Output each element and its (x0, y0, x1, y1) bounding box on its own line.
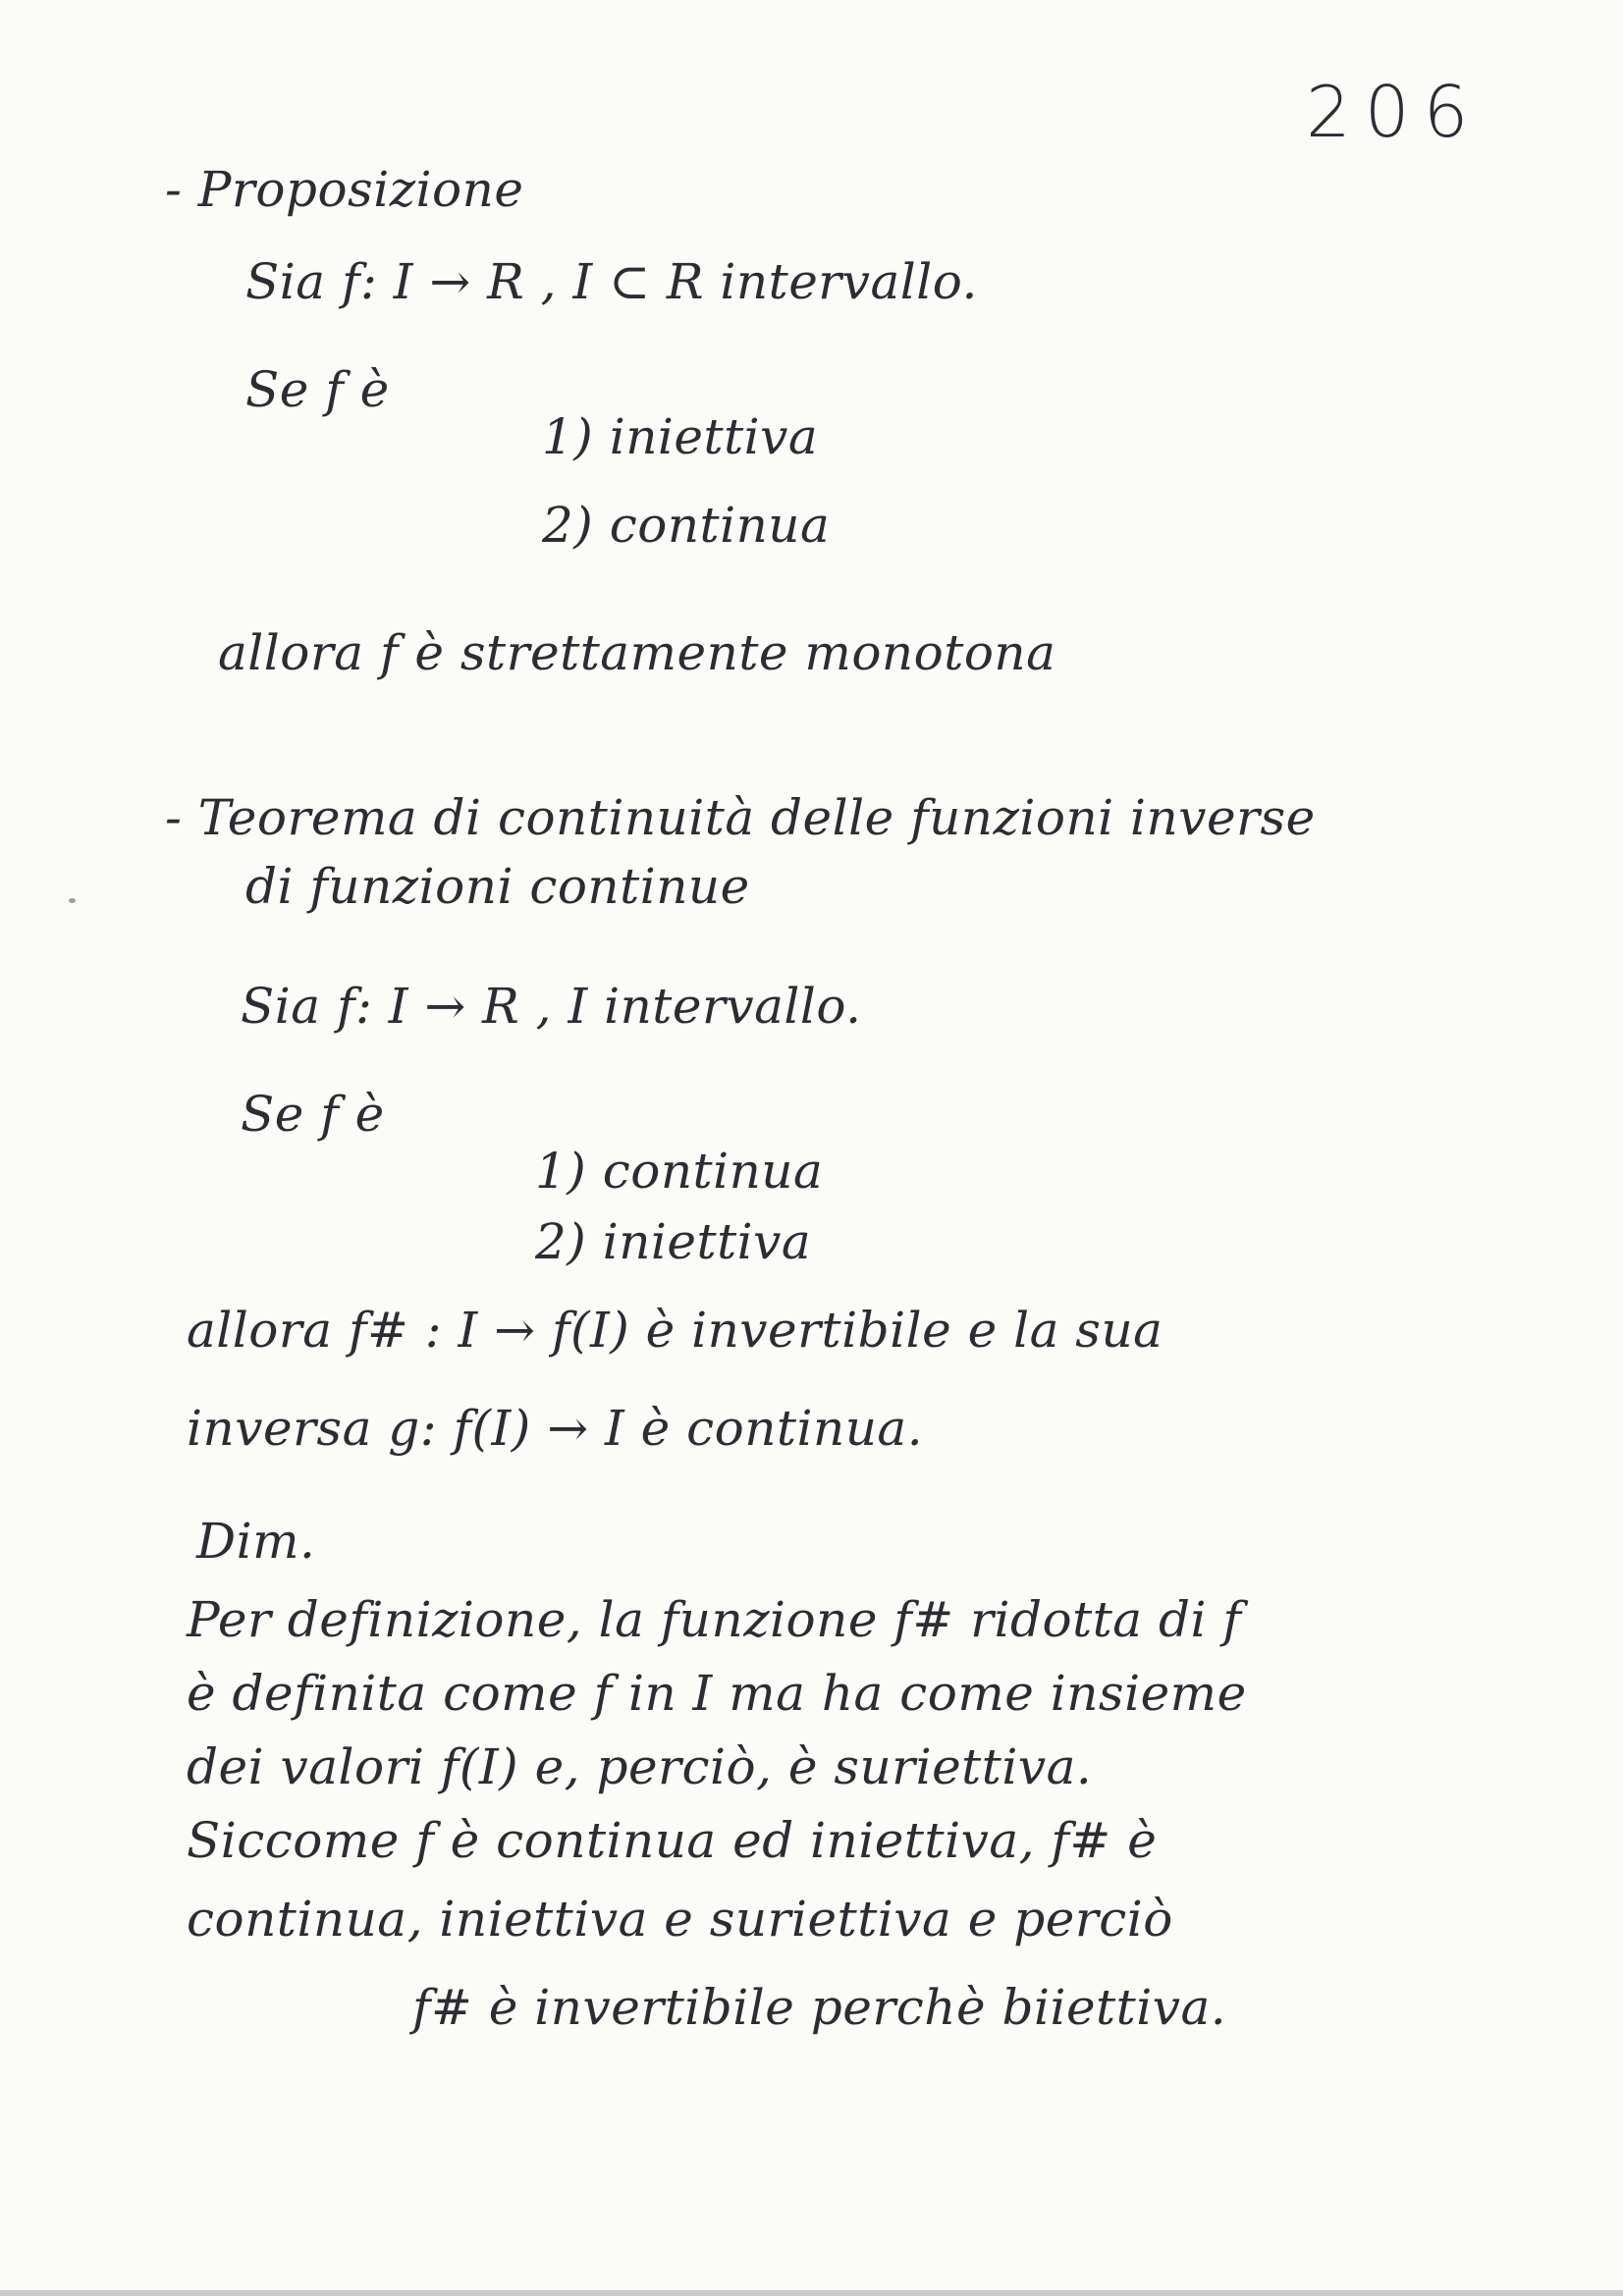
proposition-heading: - Proposizione (165, 161, 524, 218)
theorem-condition-2: 2) iniettiva (535, 1213, 812, 1270)
theorem-heading-line-2: di funzioni continue (245, 858, 750, 915)
proposition-condition-1: 1) iniettiva (542, 408, 819, 465)
theorem-conclusion-line-2: inversa g: f(I) → I è continua. (187, 1400, 924, 1457)
page-number: 206 (1306, 71, 1483, 153)
proof-line-5: continua, iniettiva e suriettiva e perciò (187, 1891, 1173, 1948)
proof-line-2: è definita come f in I ma ha come insieme (187, 1665, 1247, 1722)
theorem-conclusion-line-1: allora f# : I → f(I) è invertibile e la sua (187, 1302, 1163, 1359)
theorem-condition-1: 1) continua (535, 1143, 824, 1200)
scan-speck (69, 898, 76, 903)
theorem-hypothesis: Sia f: I → R , I intervallo. (241, 978, 862, 1035)
proof-line-1: Per definizione, la funzione f# ridotta di f (187, 1591, 1242, 1648)
proof-label: Dim. (196, 1513, 316, 1570)
proof-line-3: dei valori f(I) e, perciò, è suriettiva. (187, 1738, 1093, 1795)
proposition-conclusion: allora f è strettamente monotona (218, 624, 1056, 681)
proposition-hypothesis: Sia f: I → R , I ⊂ R intervallo. (245, 253, 978, 310)
proof-line-4: Siccome f è continua ed iniettiva, f# è (187, 1812, 1158, 1869)
proposition-if-label: Se f è (245, 361, 390, 418)
scan-bottom-edge (0, 2290, 1623, 2296)
theorem-if-label: Se f è (241, 1086, 385, 1143)
proposition-condition-2: 2) continua (542, 497, 831, 554)
theorem-heading-line-1: - Teorema di continuità delle funzioni inverse (165, 789, 1316, 846)
proof-line-6: f# è invertibile perchè biiettiva. (412, 1979, 1227, 2036)
